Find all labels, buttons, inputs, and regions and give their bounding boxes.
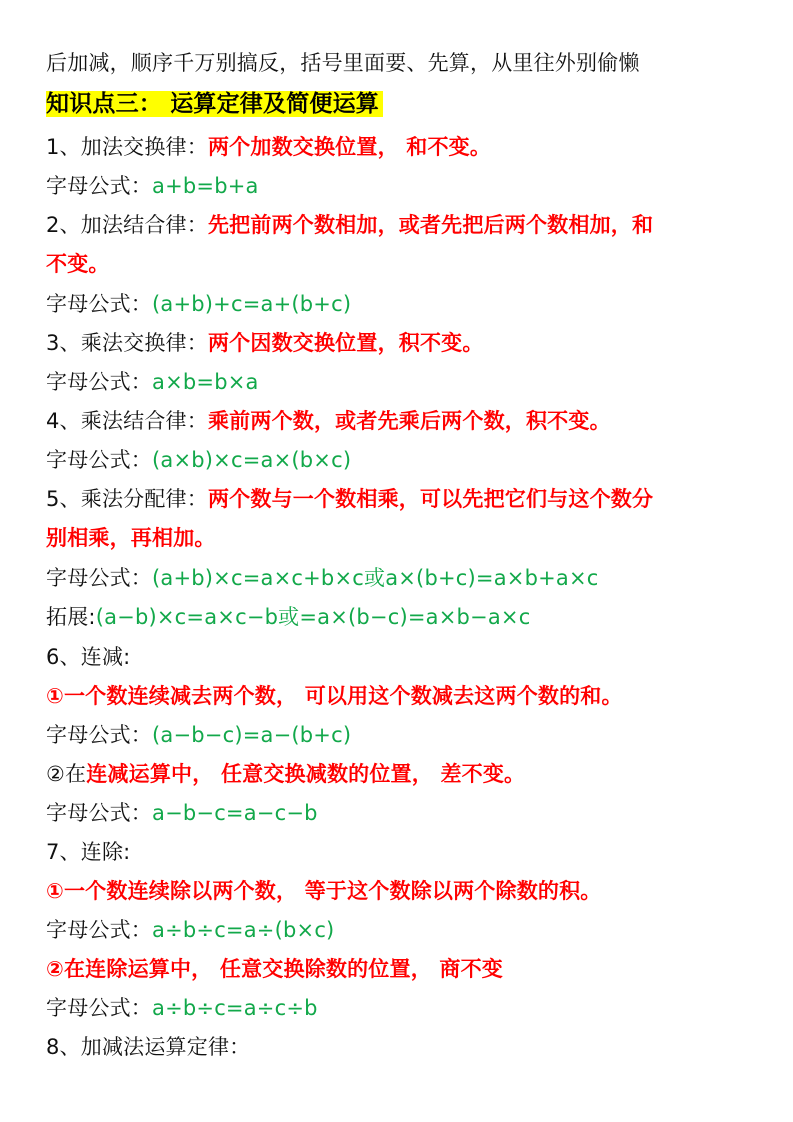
law-1-line bbox=[46, 133, 491, 161]
rule-text: 连减运算中， 任意交换减数的位置， 差不变。 bbox=[86, 762, 526, 786]
law-label: 8、加减法运算定律： bbox=[46, 1035, 251, 1059]
formula-7-2-line bbox=[46, 994, 318, 1022]
rule-text: ②在连除运算中， 任意交换除数的位置， 商不变 bbox=[46, 957, 504, 981]
law-description: 两个加数交换位置， 和不变。 bbox=[207, 135, 492, 159]
formula-text: a÷b÷c=a÷(b×c) bbox=[152, 918, 335, 942]
formula-6-1-line bbox=[46, 721, 351, 749]
law-label: 5、乘法分配律： bbox=[46, 487, 208, 511]
law-5-line bbox=[46, 485, 653, 513]
rule-6-1-line bbox=[46, 682, 623, 710]
law-description-cont: 不变。 bbox=[46, 252, 110, 276]
law-4-line bbox=[46, 407, 611, 435]
formula-label: 字母公式： bbox=[46, 174, 152, 198]
formula-label: 字母公式： bbox=[46, 918, 152, 942]
law-3-line bbox=[46, 329, 484, 357]
formula-5-line bbox=[46, 564, 599, 592]
formula-1-line bbox=[46, 172, 259, 200]
law-2-line bbox=[46, 211, 653, 239]
rule-7-1-line bbox=[46, 877, 602, 905]
formula-text: (a+b)×c=a×c+b×c或a×(b+c)=a×b+a×c bbox=[152, 566, 599, 590]
formula-4-line bbox=[46, 446, 351, 474]
section-heading-text: 知识点三： 运算定律及简便运算 bbox=[46, 91, 383, 117]
law-label: 3、乘法交换律： bbox=[46, 331, 208, 355]
formula-3-line bbox=[46, 368, 259, 396]
formula-text: a×b=b×a bbox=[152, 370, 259, 394]
law-5-line-cont bbox=[46, 524, 216, 552]
law-description: 先把前两个数相加，或者先把后两个数相加，和 bbox=[207, 213, 654, 237]
formula-text: (a×b)×c=a×(b×c) bbox=[152, 448, 352, 472]
formula-6-2-line bbox=[46, 799, 318, 827]
formula-text: (a+b)+c=a+(b+c) bbox=[152, 292, 352, 316]
rule-text: ①一个数连续除以两个数， 等于这个数除以两个除数的积。 bbox=[46, 879, 602, 903]
formula-label: 字母公式： bbox=[46, 370, 152, 394]
formula-label: 字母公式： bbox=[46, 292, 152, 316]
law-label: 2、加法结合律： bbox=[46, 213, 208, 237]
law-description: 两个数与一个数相乘，可以先把它们与这个数分 bbox=[207, 487, 654, 511]
intro-line bbox=[46, 49, 640, 77]
extension-formula: (a−b)×c=a×c−b或=a×(b−c)=a×b−a×c bbox=[95, 605, 531, 629]
law-label: 7、连除: bbox=[46, 840, 131, 864]
formula-label: 字母公式： bbox=[46, 801, 152, 825]
extension-label: 拓展: bbox=[46, 605, 96, 629]
law-description: 乘前两个数，或者先乘后两个数，积不变。 bbox=[207, 409, 611, 433]
rule-7-2-line bbox=[46, 955, 503, 983]
law-8-line bbox=[46, 1033, 250, 1061]
law-description-cont: 别相乘，再相加。 bbox=[46, 526, 216, 550]
formula-2-line bbox=[46, 290, 351, 318]
rule-prefix: ②在 bbox=[46, 762, 87, 786]
formula-label: 字母公式： bbox=[46, 723, 152, 747]
formula-label: 字母公式： bbox=[46, 566, 152, 590]
formula-text: a÷b÷c=a÷c÷b bbox=[152, 996, 318, 1020]
rule-text: ①一个数连续减去两个数， 可以用这个数减去这两个数的和。 bbox=[46, 684, 623, 708]
law-label: 1、加法交换律： bbox=[46, 135, 208, 159]
formula-label: 字母公式： bbox=[46, 996, 152, 1020]
formula-text: a−b−c=a−c−b bbox=[152, 801, 318, 825]
formula-text: a+b=b+a bbox=[152, 174, 259, 198]
extension-line bbox=[46, 603, 530, 631]
formula-7-1-line bbox=[46, 916, 334, 944]
law-7-line bbox=[46, 838, 130, 866]
law-label: 4、乘法结合律： bbox=[46, 409, 208, 433]
law-2-line-cont bbox=[46, 250, 110, 278]
formula-label: 字母公式： bbox=[46, 448, 152, 472]
intro-text: 后加减，顺序千万别搞反，括号里面要、先算，从里往外别偷懒 bbox=[46, 51, 640, 75]
law-6-line bbox=[46, 643, 130, 671]
formula-text: (a−b−c)=a−(b+c) bbox=[152, 723, 352, 747]
rule-6-2-line bbox=[46, 760, 525, 788]
section-heading bbox=[46, 90, 383, 118]
law-label: 6、连减: bbox=[46, 645, 131, 669]
law-description: 两个因数交换位置，积不变。 bbox=[207, 331, 484, 355]
